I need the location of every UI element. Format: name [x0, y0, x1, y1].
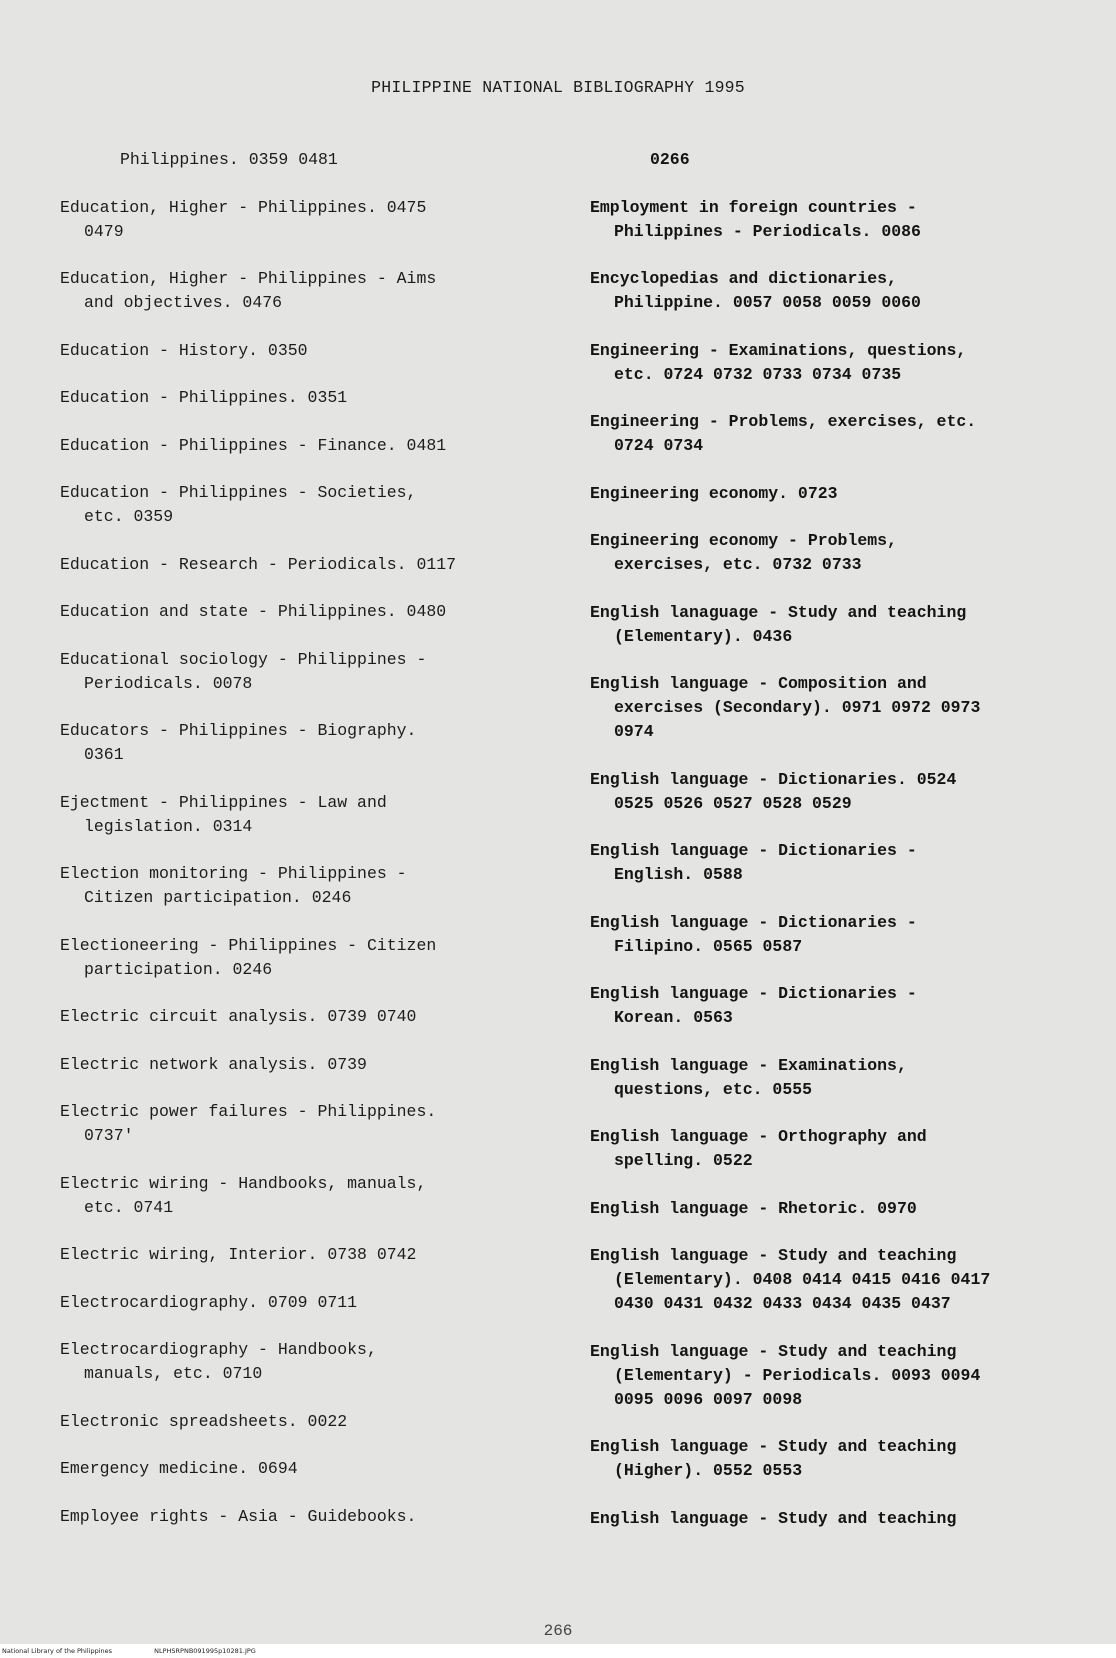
index-entry: Electric power failures - Philippines. 0737' — [60, 1102, 437, 1145]
index-entry: English language - Dictionaries - Korean. 0563 — [590, 984, 917, 1027]
index-entry: English language - Study and teaching (Higher). 0552 0553 — [590, 1437, 957, 1480]
index-entry: Emergency medicine. 0694 — [60, 1459, 298, 1478]
index-entry: Education, Higher - Philippines - Aims and objectives. 0476 — [60, 269, 437, 312]
index-entry: Electronic spreadsheets. 0022 — [60, 1411, 348, 1431]
footer-file-id: NLPHSRPNB091995p10281.JPG — [154, 1647, 256, 1655]
index-entry: English language - Composition and exercises (Secondary). 0971 0972 0973 0974 — [590, 674, 981, 741]
index-entry: English language - Examinations, questions, etc. 0555 — [590, 1055, 907, 1099]
index-entry: Ejectment - Philippines - Law and legislation. 0314 — [60, 792, 387, 836]
page-title: PHILIPPINE NATIONAL BIBLIOGRAPHY 1995 — [371, 78, 745, 97]
index-entry: Electrocardiography. 0709 0711 — [60, 1292, 358, 1312]
index-entry: Education - Philippines. 0351 — [60, 388, 348, 407]
index-entry: Electric wiring - Handbooks, manuals, etc. 0741 — [60, 1173, 427, 1217]
footer-library: National Library of the Philippines — [2, 1647, 113, 1655]
index-entry: Electric circuit analysis. 0739 0740 — [60, 1007, 417, 1026]
index-entry: English language - Orthography and spelling. 0522 — [590, 1127, 927, 1170]
index-entry: Engineering economy - Problems, exercises, etc. 0732 0733 — [590, 531, 897, 574]
index-entry: English language - Dictionaries. 0524 0525 0526 0527 0528 0529 — [590, 769, 957, 813]
index-entry: English language - Dictionaries - Filipino. 0565 0587 — [590, 912, 917, 956]
index-entry: English language - Study and teaching (Elementary) - Periodicals. 0093 0094 0095 0096 0097 0098 — [590, 1341, 981, 1409]
index-entry: Education and state - Philippines. 0480 — [60, 602, 447, 621]
scan-footer — [0, 1644, 1116, 1658]
index-entry: Philippines. 0359 0481 — [120, 150, 338, 169]
index-entry: English lanaguage - Study and teaching (Elementary). 0436 — [590, 602, 967, 646]
index-entry: Election monitoring - Philippines - Citizen participation. 0246 — [60, 864, 407, 907]
index-entry: Encyclopedias and dictionaries, Philippine. 0057 0058 0059 0060 — [590, 269, 921, 312]
index-entry: 0266 — [650, 150, 690, 169]
index-entry: Education - History. 0350 — [60, 340, 308, 360]
index-entry: Educators - Philippines - Biography. 0361 — [60, 721, 417, 764]
index-entry: Electrocardiography - Handbooks, manuals, etc. 0710 — [60, 1340, 377, 1383]
index-entry: Education - Philippines - Societies, etc. 0359 — [60, 483, 417, 526]
index-entry: Electric wiring, Interior. 0738 0742 — [60, 1245, 417, 1264]
right-column — [590, 148, 1090, 1554]
page-number: 266 — [543, 1622, 573, 1640]
left-column — [60, 148, 550, 1552]
index-entry: Engineering economy. 0723 — [590, 483, 838, 503]
index-entry: Educational sociology - Philippines - Periodicals. 0078 — [60, 649, 427, 693]
index-entry: Engineering - Examinations, questions, etc. 0724 0732 0733 0734 0735 — [590, 340, 967, 384]
index-entry: English language - Dictionaries - English. 0588 — [590, 841, 917, 884]
index-entry: Education, Higher - Philippines. 0475 0479 — [60, 197, 427, 241]
index-entry: English language - Rhetoric. 0970 — [590, 1198, 917, 1218]
index-entry: Employee rights - Asia - Guidebooks. — [60, 1506, 417, 1526]
index-entry: Employment in foreign countries - Philippines - Periodicals. 0086 — [590, 197, 921, 241]
index-entry: Electric network analysis. 0739 — [60, 1054, 367, 1074]
index-entry: Education - Philippines - Finance. 0481 — [60, 435, 447, 455]
index-entry: English language - Study and teaching — [590, 1508, 957, 1528]
index-entry: Electioneering - Philippines - Citizen participation. 0246 — [60, 935, 437, 979]
index-entry: Engineering - Problems, exercises, etc. 0724 0734 — [590, 412, 977, 455]
index-entry: Education - Research - Periodicals. 0117 — [60, 554, 457, 574]
index-entry: English language - Study and teaching (Elementary). 0408 0414 0415 0416 0417 0430 0431 0432 0433 0434 0435 0437 — [590, 1246, 991, 1313]
